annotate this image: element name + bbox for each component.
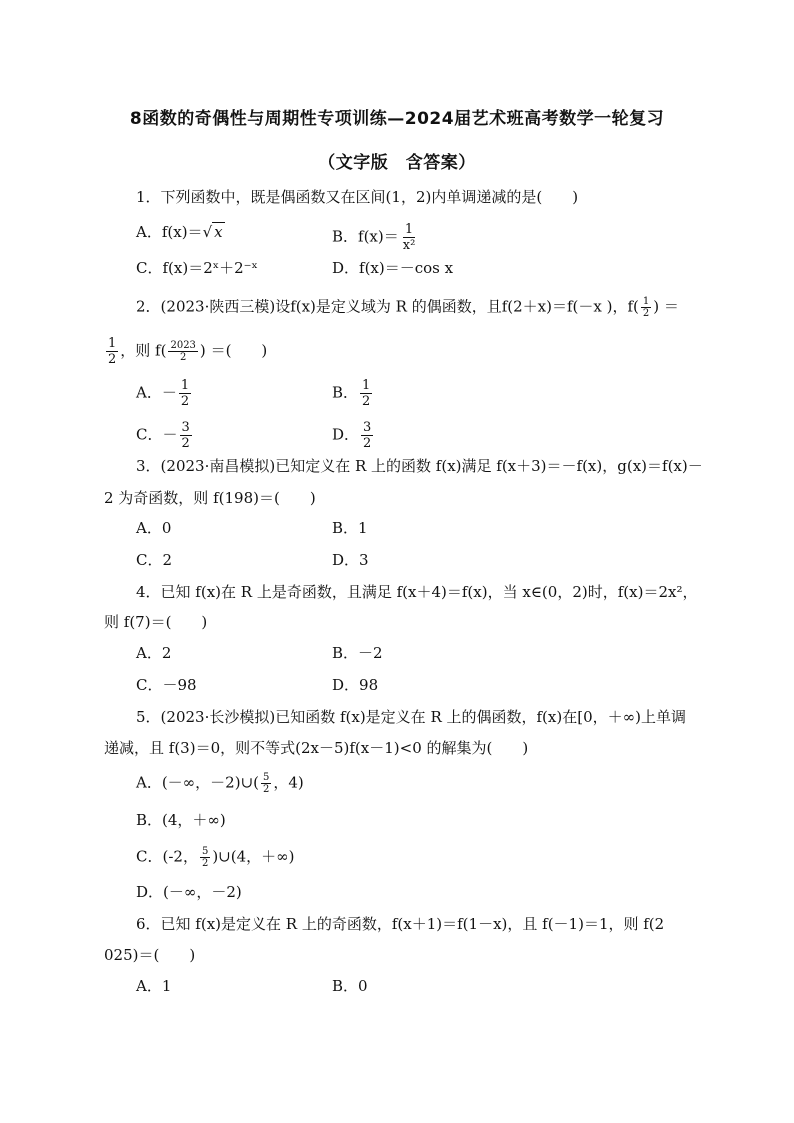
question-3-stem-line2: 2 为奇函数，则 f(198)＝( ) [104, 489, 316, 507]
page-subtitle: （文字版 含答案） [318, 153, 476, 173]
question-5-option-b: B．(4，＋∞) [136, 811, 226, 829]
question-3-stem-line1: 3．(2023·南昌模拟)已知定义在 R 上的函数 f(x)满足 f(x＋3)＝－f(x)，g(x)＝f(x)－ [136, 457, 703, 475]
question-2-stem-line1: 2．(2023·陕西三模)设f(x)是定义域为 R 的偶函数，且f(2＋x)＝f(－x )，f( $\frac{1}{2}$ ) ＝ [136, 296, 679, 319]
question-5-option-a: A．(－∞，－2)∪( $\frac{5}{2}$ ，4) [136, 772, 304, 795]
question-3-option-a: A．0 [136, 519, 172, 537]
question-5-option-c: C．(-2， $\frac{5}{2}$ )∪(4，＋∞) [136, 846, 295, 869]
question-4-option-b: B．－2 [332, 644, 383, 662]
question-6-option-b: B．0 [332, 977, 368, 995]
question-5-stem-line1: 5．(2023·长沙模拟)已知函数 f(x)是定义在 R 上的偶函数，f(x)在[0，＋∞)上单调 [136, 708, 686, 726]
question-2-stem-line2: $\frac{1}{2}$ ，则 f( $\frac{2023}{2}$ ) ＝( ) [108, 336, 268, 367]
question-4-stem-line2: 则 f(7)＝( ) [104, 613, 208, 631]
question-4-stem-line1: 4．已知 f(x)在 R 上是奇函数，且满足 f(x＋4)＝f(x)，当 x∈(0，2)时，f(x)＝2x²， [136, 583, 698, 601]
question-4-option-c: C．－98 [136, 676, 197, 694]
question-2-option-a: A．－ $\frac{1}{2}$ [136, 378, 190, 409]
question-3-option-d: D．3 [332, 551, 369, 569]
question-1-option-d: D．f(x)＝－cos x [332, 259, 454, 277]
question-3-option-c: C．2 [136, 551, 173, 569]
question-3-option-b: B．1 [332, 519, 368, 537]
question-6-stem-line1: 6．已知 f(x)是定义在 R 上的奇函数，f(x＋1)＝f(1－x)，且 f(－1)＝1，则 f(2 [136, 915, 665, 933]
question-2-option-d: D． $\frac{3}{2}$ [332, 420, 372, 451]
question-6-option-a: A．1 [136, 977, 172, 995]
question-5-stem-line2: 递减，且 f(3)＝0，则不等式(2x－5)f(x－1)<0 的解集为( ) [104, 739, 529, 757]
question-2-option-c: C．－ $\frac{3}{2}$ [136, 420, 190, 451]
question-1-option-a: A．f(x)＝√ x [136, 223, 223, 241]
question-6-stem-line2: 025)＝( ) [104, 946, 196, 964]
question-4-option-d: D．98 [332, 676, 379, 694]
question-1-option-c: C．f(x)＝2ˣ＋2⁻ˣ [136, 259, 258, 277]
page-title: 8函数的奇偶性与周期性专项训练—2024届艺术班高考数学一轮复习 [129, 109, 665, 129]
question-1-option-b: B．f(x)＝ $\frac{1}{\text{x²}}$ [332, 222, 416, 253]
question-2-option-b: B． $\frac{1}{2}$ [332, 378, 371, 409]
question-4-option-a: A．2 [136, 644, 172, 662]
question-5-option-d: D．(－∞，－2) [136, 883, 242, 901]
question-1-stem: 1．下列函数中，既是偶函数又在区间(1，2)内单调递减的是( ) [136, 188, 579, 206]
